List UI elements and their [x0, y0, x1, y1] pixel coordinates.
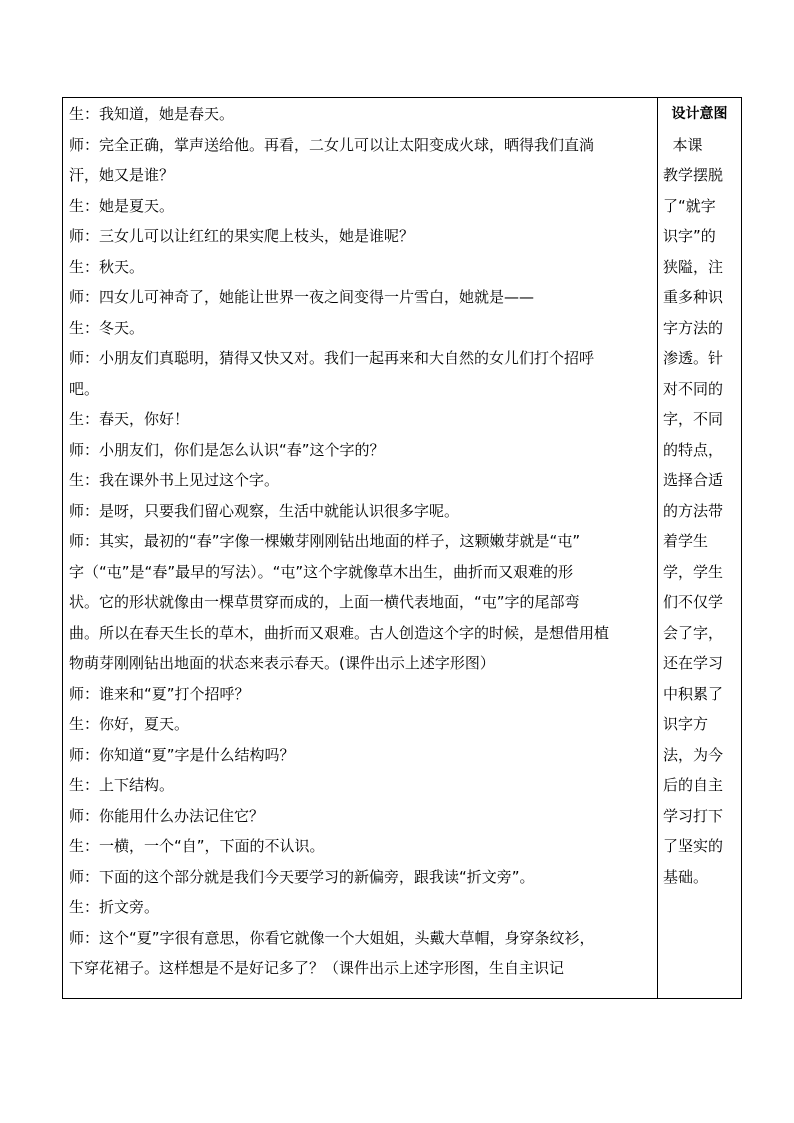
design-intent-line: 学习打下 [663, 806, 724, 825]
design-intent-line: 着学生 [663, 532, 709, 550]
dialogue-line: 生：折文旁。 [69, 898, 160, 916]
design-intent-line: 后的自主 [663, 776, 724, 794]
design-intent-cell [658, 98, 741, 998]
dialogue-line: 生：冬天。 [69, 318, 145, 337]
dialogue-line: 曲。所以在春天生长的草木，曲折而又艰难。古人创造这个字的时候，是想借用植 [69, 623, 610, 642]
design-intent-line: 选择合适 [663, 471, 724, 489]
design-intent-line: 识字”的 [663, 227, 716, 245]
dialogue-line: 师：你知道“夏”字是什么结构吗？ [69, 745, 295, 764]
dialogue-line: 师：四女儿可神奇了，她能让世界一夜之间变得一片雪白，她就是—— [69, 288, 535, 306]
design-intent-line: 了坚实的 [663, 837, 724, 855]
design-intent-line: 基础。 [663, 867, 709, 886]
design-intent-text [663, 130, 736, 893]
design-intent-line: 教学摆脱 [663, 166, 724, 184]
dialogue-line: 师：这个“夏”字很有意思，你看它就像一个大姐姐，头戴大草帽，身穿条纹衫， [69, 928, 595, 947]
design-intent-line: 重多种识 [663, 288, 724, 306]
dialogue-line: 师：完全正确，掌声送给他。再看，二女儿可以让太阳变成火球，晒得我们直淌 [69, 135, 595, 154]
dialogue-line: 生：上下结构。 [69, 776, 175, 794]
design-intent-line: 狭隘，注 [663, 257, 724, 276]
design-intent-line: 中积累了 [663, 684, 724, 703]
dialogue-line: 汗，她又是谁？ [69, 166, 175, 184]
design-intent-line: 会了字， [663, 623, 724, 642]
lesson-plan-table [62, 97, 742, 999]
dialogue-line: 生：她是夏天。 [69, 196, 175, 215]
dialogue-line: 下穿花裙子。这样想是不是好记多了？（课件出示上述字形图，生自主识记 [69, 959, 565, 977]
dialogue-line: 师：谁来和“夏”打个招呼？ [69, 684, 250, 703]
design-intent-line: 了“就字 [663, 196, 716, 215]
design-intent-line: 法，为今 [663, 745, 724, 764]
dialogue-line: 生：一横，一个“自”，下面的不认识。 [69, 837, 325, 855]
dialogue-cell [63, 98, 658, 998]
design-intent-line: 的特点， [663, 440, 724, 459]
design-intent-line: 的方法带 [663, 501, 724, 520]
design-intent-title: 设计意图 [671, 106, 728, 122]
dialogue-line: 师：小朋友们，你们是怎么认识“春”这个字的？ [69, 440, 385, 459]
dialogue-line: 师：其实，最初的“春”字像一棵嫩芽刚刚钻出地面的样子，这颗嫩芽就是“屯” [69, 532, 581, 550]
dialogue-line: 师：你能用什么办法记住它？ [69, 806, 265, 825]
design-intent-line: 们不仅学 [663, 593, 724, 611]
dialogue-line: 生：我在课外书上见过这个字。 [69, 471, 280, 489]
dialogue-line: 师：小朋友们真聪明，猜得又快又对。我们一起再来和大自然的女儿们打个招呼 [69, 349, 595, 367]
design-intent-line: 渗透。针 [663, 349, 724, 367]
dialogue-line: 师：下面的这个部分就是我们今天要学习的新偏旁，跟我读“折文旁”。 [69, 867, 535, 886]
dialogue-line: 生：我知道，她是春天。 [69, 105, 235, 123]
dialogue-line: 生：你好，夏天。 [69, 715, 190, 733]
design-intent-line: 字方法的 [663, 318, 724, 337]
dialogue-line: 师：是呀，只要我们留心观察，生活中就能认识很多字呢。 [69, 501, 460, 520]
dialogue-line: 师：三女儿可以让红红的果实爬上枝头，她是谁呢？ [69, 227, 415, 245]
design-intent-line: 识字方 [663, 715, 709, 733]
dialogue-line: 物萌芽刚刚钻出地面的状态来表示春天。(课件出示上述字形图） [69, 654, 495, 672]
design-intent-line: 对不同的 [663, 379, 724, 398]
dialogue-line: 字（“屯”是“春”最早的写法）。“屯”这个字就像草木出生，曲折而又艰难的形 [69, 562, 574, 581]
dialogue-line: 生：秋天。 [69, 257, 145, 276]
design-intent-line: 学，学生 [663, 562, 724, 581]
dialogue-line: 状。它的形状就像由一棵草贯穿而成的，上面一横代表地面，“屯”字的尾部弯 [69, 593, 580, 611]
dialogue-line: 生：春天，你好！ [69, 410, 190, 428]
dialogue-line: 吧。 [69, 379, 100, 398]
design-intent-line: 字，不同 [663, 410, 724, 428]
design-intent-line: 本课 [663, 135, 703, 154]
design-intent-line: 还在学习 [663, 654, 724, 672]
